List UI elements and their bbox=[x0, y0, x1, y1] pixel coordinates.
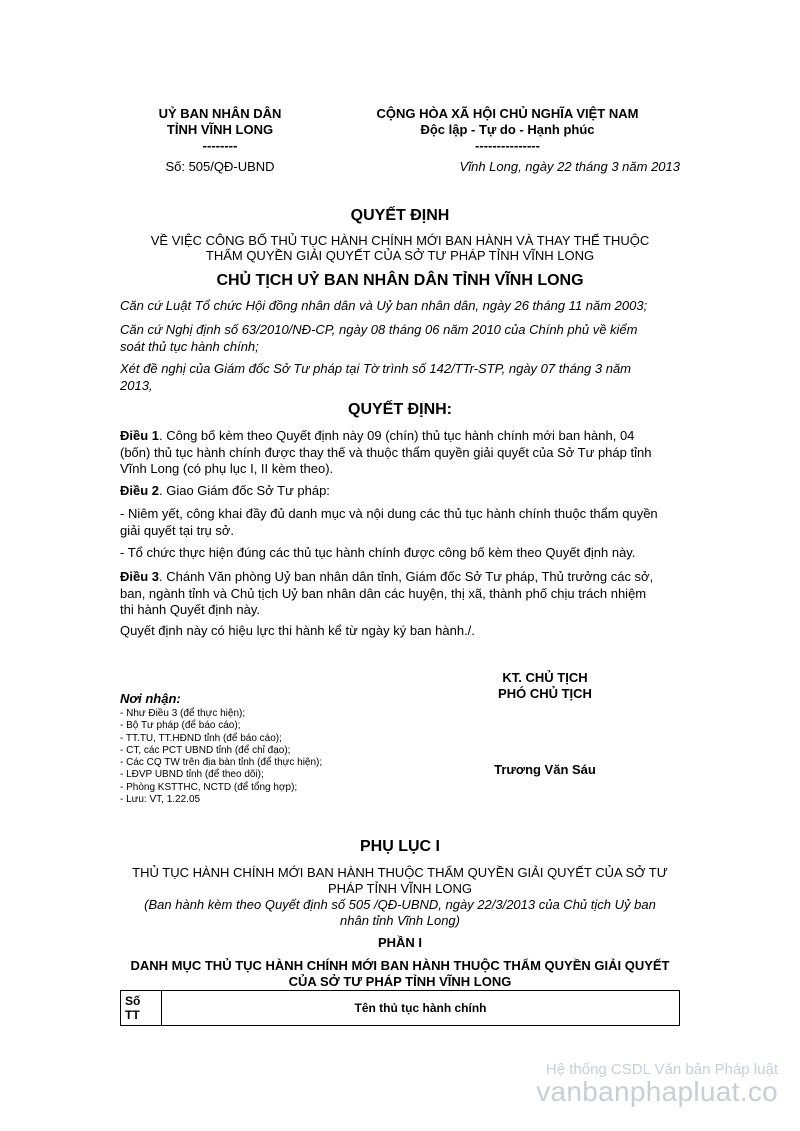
article-3 bbox=[120, 569, 700, 619]
legal-basis-2 bbox=[120, 322, 700, 355]
issuing-authority-dashes: -------- bbox=[202, 138, 238, 153]
issuing-authority-line-1: UỶ BAN NHÂN DÂN bbox=[158, 106, 282, 121]
national-title bbox=[335, 106, 680, 154]
appendix-subtitle-line-2: PHÁP TỈNH VĨNH LONG bbox=[328, 881, 472, 896]
signature-title-1: KT. CHỦ TỊCH bbox=[502, 670, 588, 685]
list-item: - Các CQ TW trên địa bàn tỉnh (để thực hiện); bbox=[120, 757, 323, 769]
decides-heading: QUYẾT ĐỊNH: bbox=[348, 401, 452, 418]
list-item: - LĐVP UBND tỉnh (để theo dõi); bbox=[120, 769, 264, 781]
issuing-authority-line-2: TỈNH VĨNH LONG bbox=[166, 122, 274, 137]
recipients-list bbox=[120, 708, 420, 806]
watermark-line-1: Hệ thống CSDL Văn bản Pháp luật bbox=[545, 1061, 778, 1078]
recipients-label: Nơi nhận: bbox=[120, 691, 181, 706]
article-2-text: . Giao Giám đốc Sở Tư pháp: bbox=[159, 483, 330, 498]
document-number: Số: 505/QĐ-UBND bbox=[165, 159, 275, 174]
article-2-item-1-line-1: - Niêm yết, công khai đầy đủ danh mục và nội dung các thủ tục hành chính thuộc thẩm quyền bbox=[120, 506, 658, 521]
column-header-number: Số TT bbox=[121, 991, 162, 1026]
list-item: - Như Điều 3 (để thực hiện); bbox=[120, 708, 246, 719]
place-date: Vĩnh Long, ngày 22 tháng 3 năm 2013 bbox=[459, 159, 680, 174]
effectiveness-clause: Quyết định này có hiệu lực thi hành kể từ ngày ký ban hành./. bbox=[120, 623, 475, 638]
list-item: - TT.TU, TT.HĐND tỉnh (để báo cáo); bbox=[120, 732, 282, 744]
signer-name: Trương Văn Sáu bbox=[494, 762, 596, 777]
article-1-text-2: (bốn) thủ tục hành chính được thay thế và thuộc thẩm quyền giải quyết của Sở Tư pháp tỉnh bbox=[120, 444, 652, 460]
watermark-line-2: vanbanphapluat.co bbox=[536, 1076, 778, 1107]
table-row bbox=[121, 991, 680, 1026]
legal-basis-3 bbox=[120, 361, 700, 394]
appendix-note bbox=[0, 897, 800, 929]
decision-subject-line-2: THẨM QUYỀN GIẢI QUYẾT CỦA SỞ TƯ PHÁP TỈNH VĨNH LONG bbox=[205, 248, 595, 263]
decision-subject-line-1: VỀ VIỆC CÔNG BỐ THỦ TỤC HÀNH CHÍNH MỚI BAN HÀNH VÀ THAY THẾ THUỘC bbox=[150, 233, 650, 248]
appendix-part: PHẦN I bbox=[377, 935, 423, 950]
article-2-item-2: - Tổ chức thực hiện đúng các thủ tục hành chính được công bố kèm theo Quyết định này. bbox=[120, 545, 636, 560]
appendix-subtitle bbox=[0, 865, 800, 897]
issuer-title: CHỦ TỊCH UỶ BAN NHÂN DÂN TỈNH VĨNH LONG bbox=[216, 272, 584, 289]
appendix-note-line-1: (Ban hành kèm theo Quyết định số 505 /QĐ-UBND, ngày 22/3/2013 của Chủ tịch Uỷ ban bbox=[144, 897, 656, 912]
procedure-list-title-line-2: CỦA SỞ TƯ PHÁP TỈNH VĨNH LONG bbox=[288, 974, 512, 989]
issuing-authority bbox=[120, 106, 320, 154]
national-motto: Độc lập - Tự do - Hạnh phúc bbox=[420, 122, 595, 137]
list-item: - Lưu: VT, 1.22.05 bbox=[120, 794, 201, 806]
national-title-dashes: --------------- bbox=[475, 138, 540, 153]
signature-title-2: PHÓ CHỦ TỊCH bbox=[498, 686, 592, 701]
article-2-item-1-line-2: giải quyết tại trụ sở. bbox=[120, 522, 235, 538]
list-item: - CT, các PCT UBND tỉnh (để chỉ đạo); bbox=[120, 744, 291, 756]
legal-basis-1: Căn cứ Luật Tổ chức Hội đồng nhân dân và Uỷ ban nhân dân, ngày 26 tháng 11 năm 2003; bbox=[120, 298, 648, 313]
legal-basis-3-line-2: 2013, bbox=[120, 377, 153, 393]
procedure-list-title-line-1: DANH MỤC THỦ TỤC HÀNH CHÍNH MỚI BAN HÀNH THUỘC THẨM QUYỀN GIẢI QUYẾT bbox=[130, 958, 670, 973]
article-3-text-1: . Chánh Văn phòng Uỷ ban nhân dân tỉnh, Giám đốc Sở Tư pháp, Thủ trưởng các sở, bbox=[159, 569, 654, 584]
article-1-text-1: . Công bố kèm theo Quyết định này 09 (chín) thủ tục hành chính mới ban hành, 04 bbox=[159, 428, 635, 443]
list-item: - Phòng KSTTHC, NCTD (để tổng hợp); bbox=[120, 781, 298, 793]
decision-title: QUYẾT ĐỊNH bbox=[350, 207, 450, 224]
procedure-table bbox=[120, 990, 680, 1026]
article-3-text-3: thi hành Quyết định này. bbox=[120, 602, 260, 617]
list-item: - Bộ Tư pháp (để báo cáo); bbox=[120, 720, 241, 732]
legal-basis-3-line-1: Xét đề nghị của Giám đốc Sở Tư pháp tại Tờ trình số 142/TTr-STP, ngày 07 tháng 3 năm bbox=[120, 361, 632, 376]
signature-block bbox=[440, 670, 650, 702]
article-2-label: Điều 2 bbox=[120, 483, 160, 498]
appendix-title: PHỤ LỤC I bbox=[360, 838, 440, 855]
national-title-line-1: CỘNG HÒA XÃ HỘI CHỦ NGHĨA VIỆT NAM bbox=[376, 106, 639, 121]
legal-basis-2-line-2: soát thủ tục hành chính; bbox=[120, 338, 259, 354]
column-header-name: Tên thủ tục hành chính bbox=[162, 991, 680, 1026]
appendix-subtitle-line-1: THỦ TỤC HÀNH CHÍNH MỚI BAN HÀNH THUỘC THẨM QUYỀN GIẢI QUYẾT CỦA SỞ TƯ bbox=[132, 865, 668, 880]
article-2 bbox=[120, 483, 700, 500]
legal-basis-2-line-1: Căn cứ Nghị định số 63/2010/NĐ-CP, ngày 08 tháng 06 năm 2010 của Chính phủ về kiểm bbox=[120, 322, 638, 337]
article-2-item-1 bbox=[120, 506, 700, 539]
procedure-list-title bbox=[0, 958, 800, 990]
article-1-label: Điều 1 bbox=[120, 428, 160, 443]
article-3-label: Điều 3 bbox=[120, 569, 160, 584]
article-3-text-2: ban, ngành tỉnh và Chủ tịch Uỷ ban nhân dân các huyện, thị xã, thành phố chịu trách nhiệm bbox=[120, 585, 647, 601]
appendix-note-line-2: nhân tỉnh Vĩnh Long) bbox=[340, 913, 460, 928]
article-1-text-3: Vĩnh Long (có phụ lục I, II kèm theo). bbox=[120, 461, 334, 476]
article-1 bbox=[120, 428, 700, 478]
